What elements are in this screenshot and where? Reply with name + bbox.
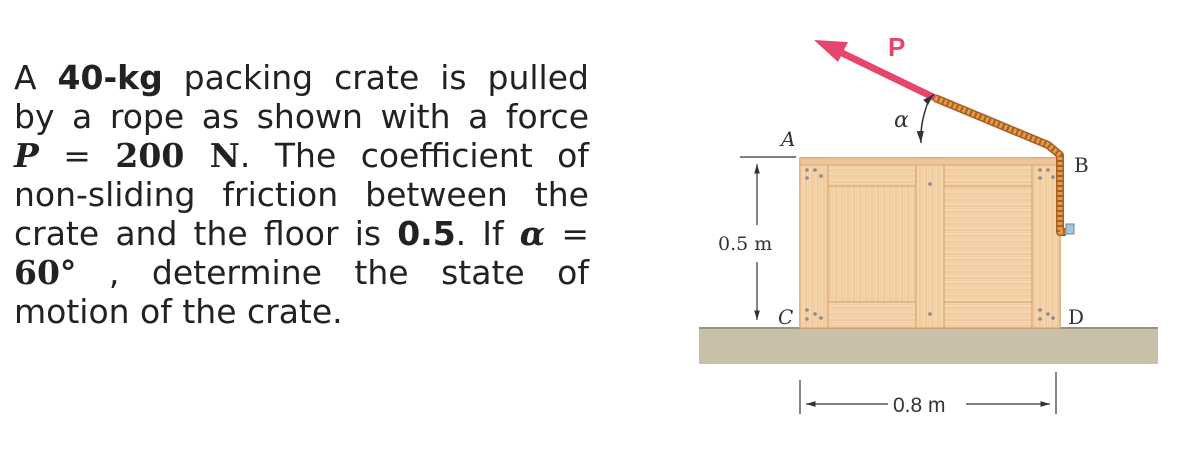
problem-line-5: crate and the floor is 0.5. If α =: [14, 214, 589, 253]
force-value: 200 N: [115, 136, 240, 175]
angle-label: α: [894, 108, 909, 133]
friction-coefficient: 0.5: [397, 214, 456, 253]
problem-line-6: 60° , determine the state of: [14, 253, 589, 292]
alpha-symbol: α: [519, 214, 546, 253]
problem-line-3: P = 200 N. The coefficient of: [14, 136, 589, 175]
corner-c-label: C: [778, 305, 794, 329]
problem-line-1: A 40-kg packing crate is pulled: [14, 58, 589, 97]
force-symbol: P: [14, 136, 39, 175]
corner-d-label: D: [1068, 305, 1085, 329]
force-arrow-p: [814, 40, 935, 98]
problem-line-7: motion of the crate.: [14, 292, 343, 331]
alpha-value: 60°: [14, 253, 77, 292]
angle-indicator: [921, 94, 934, 143]
crate: [800, 158, 1074, 328]
force-label: P: [888, 32, 906, 62]
floor: [699, 328, 1158, 364]
problem-line-4: non-sliding friction between the: [14, 175, 589, 214]
corner-a-label: A: [781, 127, 796, 151]
problem-line-2: by a rope as shown with a force: [14, 97, 589, 136]
width-label: 0.8 m: [893, 394, 946, 417]
height-label: 0.5 m: [718, 233, 773, 255]
corner-b-label: B: [1074, 153, 1089, 177]
crate-mass: 40-kg: [57, 58, 163, 97]
